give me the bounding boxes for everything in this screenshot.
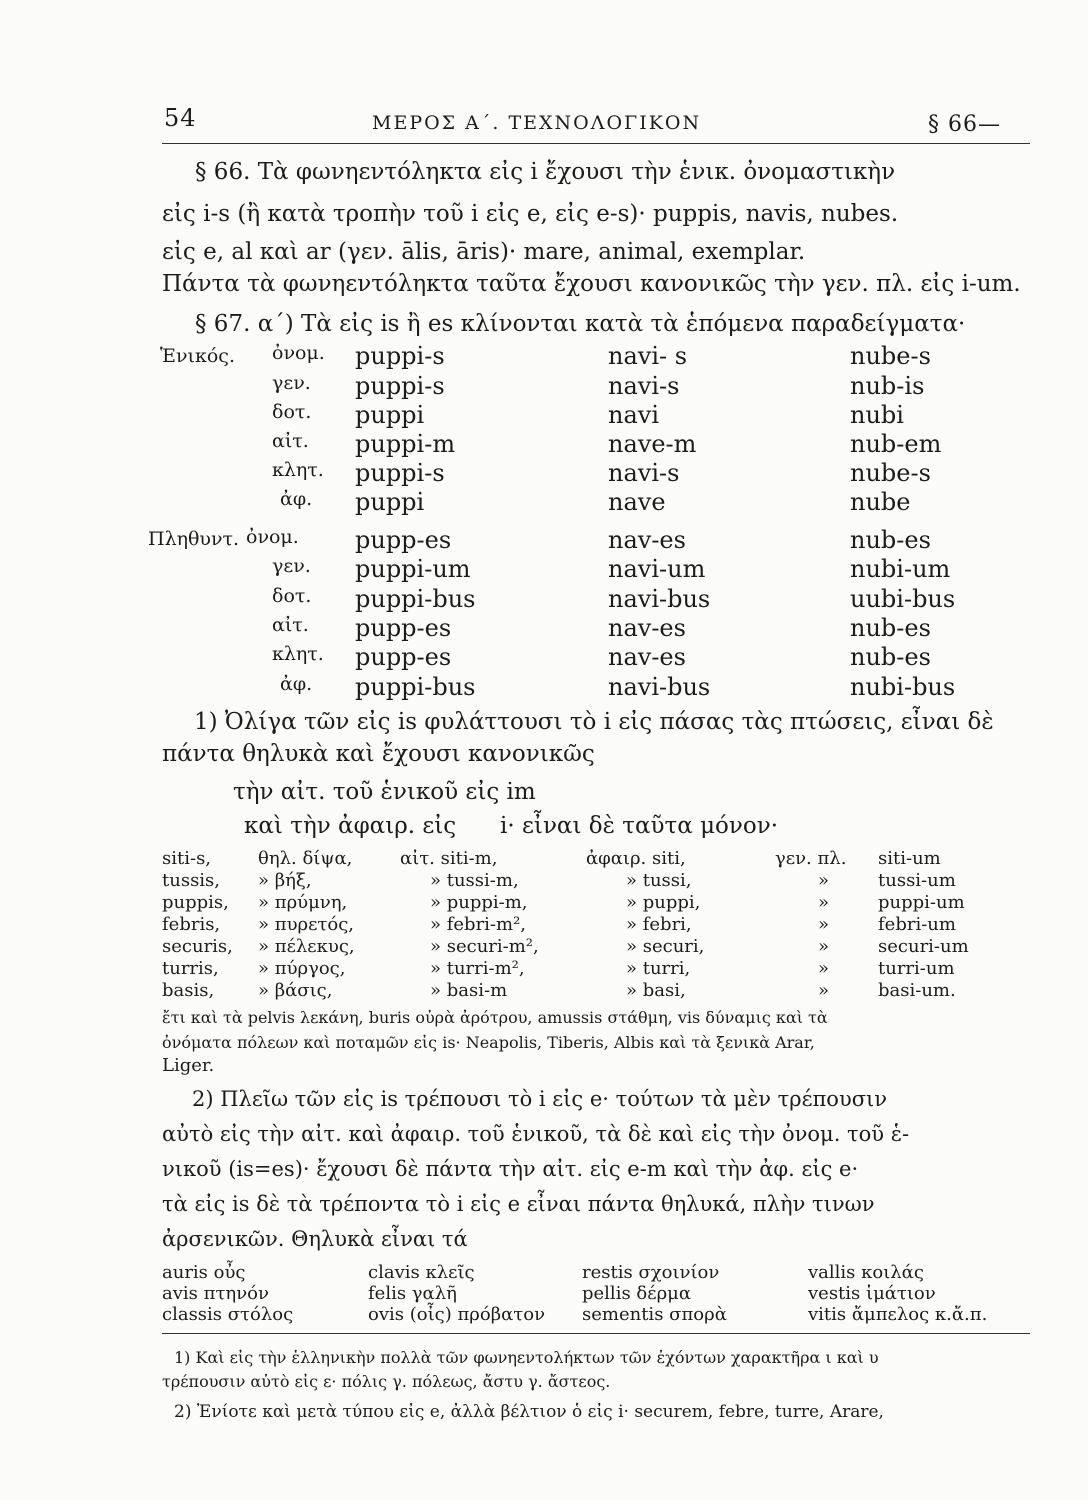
accusative: » febri-m², (430, 914, 527, 935)
puppis-form: puppi-bus (355, 673, 476, 701)
nubes-form: nube-s (850, 459, 931, 487)
s66-line-4: Πάντα τὰ φωνηεντόληκτα ταῦτα ἔχουσι κανονικῶς τὴν γεν. πλ. εἰς i-um. (162, 271, 1021, 297)
singular-label: Ἑνικός. (160, 345, 235, 367)
genitive-label: » (818, 914, 830, 935)
navis-form: nav-es (608, 643, 686, 671)
table-row (0, 870, 1088, 892)
navis-form: navi-bus (608, 673, 711, 701)
table-row (0, 892, 1088, 914)
table-row (0, 980, 1088, 1002)
nubes-form: nub-es (850, 643, 931, 671)
nubes-form: uubi-bus (850, 585, 956, 613)
ablative: » puppi, (626, 892, 701, 913)
table-row (0, 848, 1088, 870)
noun: tussis, (162, 870, 221, 891)
table-row (0, 585, 1088, 614)
table-row (0, 342, 1088, 371)
table-row (0, 488, 1088, 517)
table-row (0, 372, 1088, 401)
gloss: θηλ. δίψα, (258, 848, 353, 869)
navis-form: navi (608, 401, 659, 429)
noun: siti-s, (162, 848, 212, 869)
puppis-form: puppi (355, 401, 425, 429)
note2-line-2: αὐτὸ εἰς τὴν αἰτ. καὶ ἀφαιρ. τοῦ ἑνικοῦ, τὰ δὲ καὶ εἰς τὴν ὀνομ. τοῦ ἑ- (162, 1122, 910, 1146)
noun: febris, (162, 914, 221, 935)
ablative: » tussi, (626, 870, 692, 891)
gloss: » βήξ, (258, 870, 312, 891)
note1-line-4: καὶ τὴν ἀφαιρ. εἰς i· εἶναι δὲ ταῦτα μόνον· (244, 813, 779, 839)
note1-line-1: 1) Ὀλίγα τῶν εἰς is φυλάττουσι τὸ i εἰς πάσας τὰς πτώσεις, εἶναι δὲ (194, 709, 994, 735)
genitive-plural: puppi-um (878, 892, 965, 913)
case-label: δοτ. (272, 401, 312, 423)
list-item: restis σχοινίον (582, 1262, 720, 1283)
running-section: § 66— (928, 112, 1001, 137)
table-row (0, 914, 1088, 936)
ablative: » turri, (626, 958, 691, 979)
genitive-plural: siti-um (878, 848, 941, 869)
plural-label: Πληθυντ. (148, 528, 240, 550)
navis-form: navi-s (608, 459, 680, 487)
case-label: δοτ. (272, 585, 312, 607)
table-row (0, 401, 1088, 430)
nubes-form: nub-es (850, 526, 931, 554)
noun: puppis, (162, 892, 229, 913)
nubes-form: nubi-bus (850, 673, 956, 701)
genitive-label: γεν. πλ. (775, 848, 847, 869)
navis-form: nave-m (608, 430, 697, 458)
ablative: » securi, (626, 936, 705, 957)
table-row (0, 555, 1088, 584)
nubes-form: nub-es (850, 614, 931, 642)
noun: securis, (162, 936, 233, 957)
table-row (0, 936, 1088, 958)
puppis-form: pupp-es (355, 614, 452, 642)
list-item: vitis ἄμπελος κ.ἄ.π. (808, 1304, 988, 1325)
genitive-label: » (818, 870, 830, 891)
table-row (0, 1283, 1088, 1305)
gloss: » πύργος, (258, 958, 346, 979)
case-label: ἀφ. (280, 673, 313, 695)
genitive-label: » (818, 892, 830, 913)
note1-line-2: πάντα θηλυκὰ καὶ ἔχουσι κανονικῶς (162, 741, 595, 767)
puppis-form: pupp-es (355, 643, 452, 671)
accusative: » tussi-m, (430, 870, 519, 891)
case-label: ὀνομ. (246, 526, 299, 548)
nubes-form: nubi (850, 401, 904, 429)
list-item: ovis (οἶς) πρόβατον (368, 1304, 546, 1325)
gloss: » πρύμνη, (258, 892, 348, 913)
ablative: » basi, (626, 980, 686, 1001)
case-label: κλητ. (272, 643, 324, 665)
s66-line-3: εἰς e, al καὶ ar (γεν. ālis, āris)· mare, animal, exemplar. (162, 239, 806, 265)
genitive-label: » (818, 936, 830, 957)
puppis-form: puppi-s (355, 372, 445, 400)
list-item: classis στόλος (162, 1304, 294, 1325)
accusative: » basi-m (430, 980, 508, 1001)
footnote-1-line-2: τρέπουσιν αὐτὸ εἰς ε· πόλις γ. πόλεως, ἄστυ γ. ἄστεος. (162, 1372, 611, 1391)
accusative: αἰτ. siti-m, (400, 848, 498, 869)
case-label: γεν. (272, 372, 311, 394)
list-item: felis γαλῆ (368, 1283, 457, 1304)
extra-line-2: ὀνόματα πόλεων καὶ ποταμῶν εἰς is· Neapolis, Tiberis, Albis καὶ τὰ ξενικὰ Arar, (162, 1033, 815, 1052)
table-row (0, 1262, 1088, 1284)
genitive-label: » (818, 980, 830, 1001)
genitive-label: » (818, 958, 830, 979)
header-rule (162, 143, 1030, 144)
list-item: avis πτηνόν (162, 1283, 269, 1304)
ablative: ἀφαιρ. siti, (586, 848, 686, 869)
note1-line-3: τὴν αἰτ. τοῦ ἑνικοῦ εἰς im (233, 779, 536, 805)
list-item: sementis σπορὰ (582, 1304, 727, 1325)
s66-line-1: § 66. Τὰ φωνηεντόληκτα εἰς i ἔχουσι τὴν ἑνικ. ὀνομαστικὴν (195, 159, 896, 185)
note2-line-3: νικοῦ (is=es)· ἔχουσι δὲ πάντα τὴν αἰτ. εἰς e-m καὶ τὴν ἀφ. εἰς e· (162, 1157, 859, 1181)
gloss: » πέλεκυς, (258, 936, 355, 957)
puppis-form: pupp-es (355, 526, 452, 554)
note2-line-1: 2) Πλεῖω τῶν εἰς is τρέπουσι τὸ i εἰς e· τούτων τὰ μὲν τρέπουσιν (192, 1087, 888, 1111)
table-row (0, 643, 1088, 672)
case-label: ἀφ. (280, 488, 313, 510)
accusative: » securi-m², (430, 936, 539, 957)
navis-form: navi- s (608, 342, 688, 370)
puppis-form: puppi-s (355, 342, 445, 370)
puppis-form: puppi-m (355, 430, 456, 458)
footnote-2: 2) Ἐνίοτε καὶ μετὰ τύπου εἰς e, ἀλλὰ βέλτιον ὁ εἰς i· securem, febre, turre, Arare, (174, 1402, 884, 1422)
nubes-form: nube (850, 488, 911, 516)
s66-line-2: εἰς i-s (ἢ κατὰ τροπὴν τοῦ i εἰς e, εἰς e-s)· puppis, navis, nubes. (162, 201, 899, 227)
table-row (0, 673, 1088, 702)
table-row (0, 459, 1088, 488)
page-number: 54 (164, 104, 197, 132)
list-item: auris οὖς (162, 1262, 246, 1283)
navis-form: navi-um (608, 555, 706, 583)
case-label: ὀνομ. (272, 342, 325, 364)
puppis-form: puppi-s (355, 459, 445, 487)
navis-form: nave (608, 488, 666, 516)
nubes-form: nub-is (850, 372, 925, 400)
genitive-plural: turri-um (878, 958, 955, 979)
list-item: clavis κλεῖς (368, 1262, 475, 1283)
noun: turris, (162, 958, 219, 979)
case-label: κλητ. (272, 459, 324, 481)
case-label: αἰτ. (272, 430, 309, 452)
running-title: ΜΕΡΟΣ Α΄. ΤΕΧΝΟΛΟΓΙΚΟΝ (372, 112, 702, 134)
genitive-plural: febri-um (878, 914, 956, 935)
navis-form: nav-es (608, 614, 686, 642)
gloss: » πυρετός, (258, 914, 355, 935)
nubes-form: nube-s (850, 342, 931, 370)
s67-heading: § 67. α΄) Τὰ εἰς is ἢ es κλίνονται κατὰ τὰ ἑπόμενα παραδείγματα· (195, 311, 966, 337)
accusative: » puppi-m, (430, 892, 528, 913)
nubes-form: nubi-um (850, 555, 951, 583)
extra-line-1: ἔτι καὶ τὰ pelvis λεκάνη, buris οὐρὰ ἀρότρου, amussis στάθμη, vis δύναμις καὶ τὰ (162, 1008, 828, 1027)
extra-line-3: Liger. (162, 1055, 215, 1076)
noun: basis, (162, 980, 215, 1001)
nubes-form: nub-em (850, 430, 942, 458)
navis-form: navi-bus (608, 585, 711, 613)
genitive-plural: tussi-um (878, 870, 956, 891)
genitive-plural: basi-um. (878, 980, 956, 1001)
note2-line-5: ἀρσενικῶν. Θηλυκὰ εἶναι τά (162, 1227, 468, 1251)
footnote-1-line-1: 1) Καὶ εἰς τὴν ἑλληνικὴν πολλὰ τῶν φωνηεντολήκτων τῶν ἐχόντων χαρακτῆρα ι καὶ υ (174, 1348, 879, 1367)
gloss: » βάσις, (258, 980, 333, 1001)
case-label: αἰτ. (272, 614, 309, 636)
footnote-rule (162, 1333, 1030, 1334)
puppis-form: puppi-bus (355, 585, 476, 613)
table-row (0, 430, 1088, 459)
puppis-form: puppi-um (355, 555, 471, 583)
list-item: pellis δέρμα (582, 1283, 692, 1304)
ablative: » febri, (626, 914, 692, 935)
list-item: vallis κοιλάς (808, 1262, 924, 1283)
table-row (0, 958, 1088, 980)
table-row (0, 1304, 1088, 1326)
list-item: vestis ἱμάτιον (808, 1283, 936, 1304)
table-row (0, 526, 1088, 555)
puppis-form: puppi (355, 488, 425, 516)
accusative: » turri-m², (430, 958, 525, 979)
case-label: γεν. (272, 555, 311, 577)
navis-form: navi-s (608, 372, 680, 400)
genitive-plural: securi-um (878, 936, 969, 957)
navis-form: nav-es (608, 526, 686, 554)
note2-line-4: τὰ εἰς is δὲ τὰ τρέποντα τὸ i εἰς e εἶναι πάντα θηλυκά, πλὴν τινων (162, 1192, 875, 1216)
table-row (0, 614, 1088, 643)
